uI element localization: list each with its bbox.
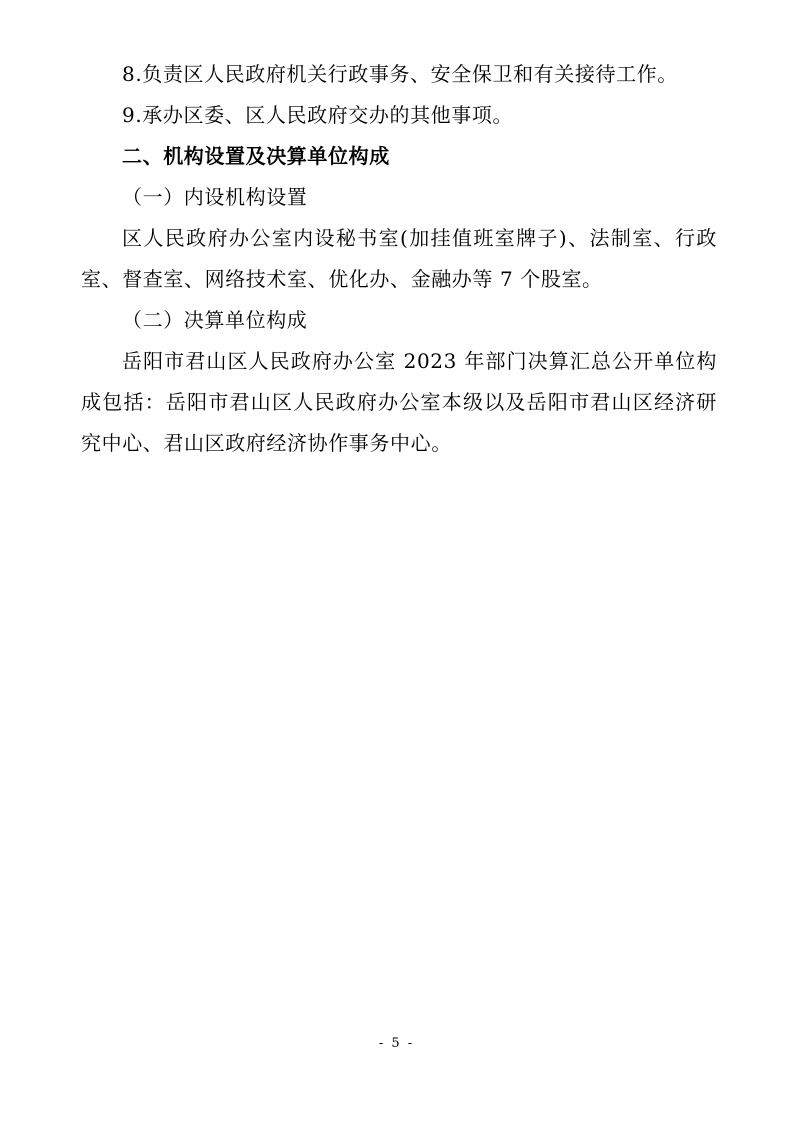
paragraph-item-9: 9.承办区委、区人民政府交办的其他事项。 bbox=[122, 103, 514, 127]
subsection-title-budget-units: （二）决算单位构成 bbox=[122, 308, 308, 332]
subsection-title-internal-structure: （一）内设机构设置 bbox=[122, 185, 308, 209]
paragraph-internal-structure: 区人民政府办公室内设秘书室(加挂值班室牌子)、法制室、行政室、督查室、网络技术室、优化办、金融办等 7 个股室。 bbox=[81, 226, 717, 291]
section-heading: 二、机构设置及决算单位构成 bbox=[122, 144, 390, 168]
page-number: - 5 - bbox=[378, 1036, 415, 1051]
document-body bbox=[81, 54, 717, 464]
paragraph-budget-units: 岳阳市君山区人民政府办公室 2023 年部门决算汇总公开单位构成包括：岳阳市君山区人民政府办公室本级以及岳阳市君山区经济研究中心、君山区政府经济协作事务中心。 bbox=[81, 349, 717, 455]
paragraph-item-8: 8.负责区人民政府机关行政事务、安全保卫和有关接待工作。 bbox=[122, 62, 678, 86]
